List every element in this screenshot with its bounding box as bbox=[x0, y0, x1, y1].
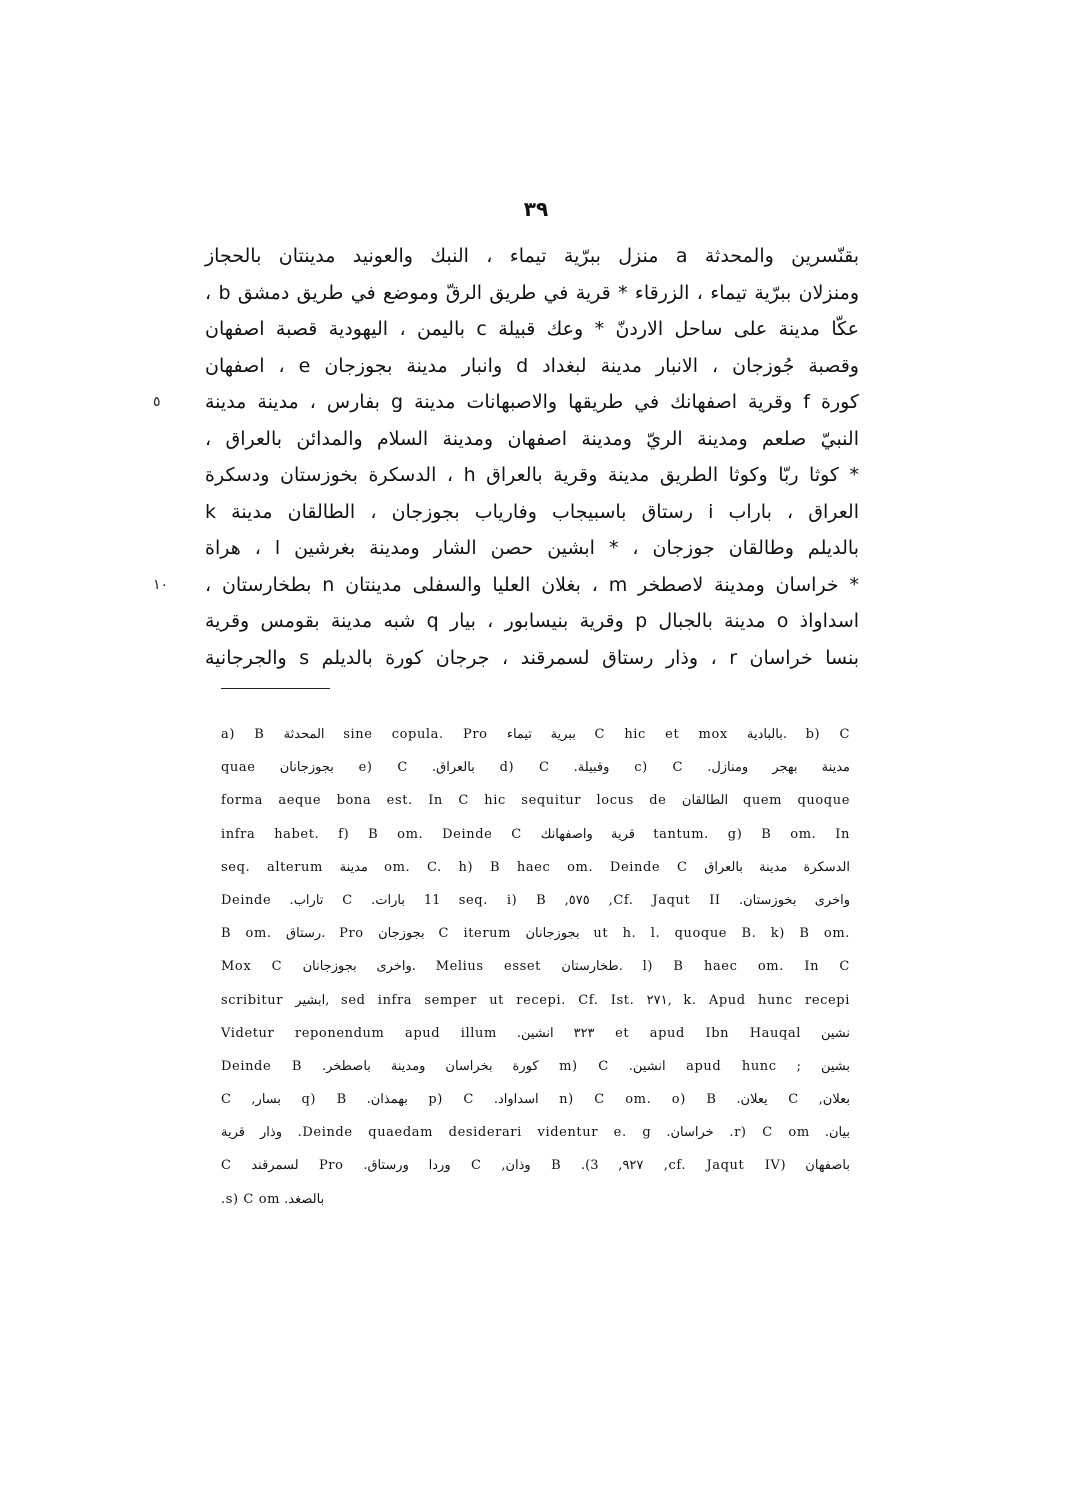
main-text bbox=[153, 238, 860, 676]
main-text-line bbox=[205, 494, 859, 531]
main-text-line bbox=[205, 603, 859, 640]
footnote-line: بالصغد. s) C om. bbox=[221, 1191, 325, 1207]
footnote-line: infra habet. f) B om. Deinde C قرية واصفهانك tantum. g) B om. In bbox=[221, 826, 850, 842]
line-text: بقنّسرين والمحدثة a منزل ببرّية تيماء ، النبك والعونيد مدينتان بالحجاز bbox=[205, 245, 859, 267]
main-text-line bbox=[205, 421, 859, 458]
footnote-line: B om. رستاق. Pro بجوزجان C iterum بجوزجانان ut h. l. quoque B. k) B om. bbox=[221, 926, 850, 942]
main-text-line bbox=[205, 457, 859, 494]
line-text: بنسا خراسان r ، وذار رستاق لسمرقند ، جرجان كورة بالديلم s والجرجانية bbox=[205, 646, 859, 669]
main-text-line bbox=[153, 384, 859, 421]
footnote-line: forma aeque bona est. In C hic sequitur locus de الطالقان quem quoque bbox=[221, 793, 850, 809]
line-text: كورة f وقرية اصفهانك في طريقها والاصبهانات مدينة g بفارس ، مدينة مدينة bbox=[205, 391, 859, 413]
page-number: ٣٩ bbox=[523, 197, 549, 221]
footnote-line: مدينة بهجر ومنازل. c) C وقبيلة. d) C بالعراق. e) C بجوزجانان quae bbox=[221, 760, 850, 776]
footnote-line: واخرى بخوزستان. Cf. Jaqut II, ٥٧٥, 11 seq. i) B بارات. C تاراب. Deinde bbox=[221, 892, 851, 908]
line-number: ٥ bbox=[153, 394, 161, 410]
footnote-line: a) B المحدثة sine copula. Pro ببرية تيماء C hic et mox بالبادية. b) C bbox=[221, 727, 851, 742]
footnote-line: seq. alterum مدينة om. C. h) B haec om. Deinde C الدسكرة مدينة بالعراق bbox=[221, 859, 850, 875]
line-text: النبيّ صلعم ومدينة الريّ ومدينة اصفهان ومدينة السلام والمدائن بالعراق ، bbox=[205, 427, 859, 450]
main-text-line bbox=[205, 275, 859, 312]
main-text-line bbox=[205, 238, 859, 275]
footnote-line: بعلان, C يعلان. n) C om. o) B اسداواد. p) C بهمذان. q) B بسار, C bbox=[221, 1092, 850, 1108]
footnote-separator bbox=[221, 688, 330, 689]
line-text: * خراسان ومدينة لاصطخر m ، بغلان العليا والسفلى مدينتان n بطخارستان ، bbox=[205, 573, 859, 596]
footnotes bbox=[221, 718, 850, 1216]
main-text-line bbox=[205, 530, 859, 567]
line-text: وقصبة جُوزجان ، الانبار مدينة لبغداد d وانبار مدينة بجوزجان e ، اصفهان bbox=[205, 354, 859, 377]
line-text: عكّا مدينة على ساحل الاردنّ * وعك قبيلة c باليمن ، اليهودية قصبة اصفهان bbox=[205, 318, 859, 340]
line-text: * كوثا ربّا وكوثا الطريق مدينة وقرية بالعراق h ، الدسكرة بخوزستان ودسكرة bbox=[205, 464, 859, 486]
line-number: ١٠ bbox=[153, 576, 169, 593]
footnote-line: بشين ; apud hunc انشين. m) C كورة بخراسان ومدينة باصطخر. Deinde B bbox=[221, 1058, 850, 1074]
main-text-line bbox=[205, 640, 859, 677]
footnote-line: نشين et apud Ibn Hauqal ٣٢٣ انشين. Videtur reponendum apud illum bbox=[221, 1025, 850, 1041]
footnote-line: Mox C واخرى بجوزجانان. Melius esset طخارستان. l) B haec om. In C bbox=[221, 959, 850, 975]
footnote-line: scribitur ابشير, sed infra semper ut recepi. Cf. Ist. ٢٧١, k. Apud hunc recepi bbox=[221, 992, 850, 1008]
main-text-line bbox=[153, 567, 859, 604]
line-text: ومنزلان ببرّية تيماء ، الزرقاء * قرية في طريق الرقّ وموضع في طريق دمشق b ، bbox=[205, 281, 859, 304]
footnote-line: باصفهان (cf. Jaqut IV, ٩٢٧, 3). B وذان, C وردا ورستاق. Pro لسمرقند C bbox=[221, 1158, 851, 1174]
footnote-line: بيان. r) C om. خراسان. Deinde quaedam desiderari videntur e. g. وذار قرية bbox=[221, 1125, 850, 1141]
line-text: اسداواذ o مدينة بالجبال p وقرية بنيسابور ، بيار q شبه مدينة بقومس وقرية bbox=[205, 610, 860, 632]
main-text-line bbox=[205, 311, 859, 348]
line-text: بالديلم وطالقان جوزجان ، * ابشين حصن الشار ومدينة بغرشين l ، هراة bbox=[205, 537, 859, 559]
main-text-line bbox=[205, 348, 859, 385]
line-text: العراق ، باراب i رستاق باسبيجاب وفارياب بجوزجان ، الطالقان مدينة k bbox=[205, 500, 859, 523]
